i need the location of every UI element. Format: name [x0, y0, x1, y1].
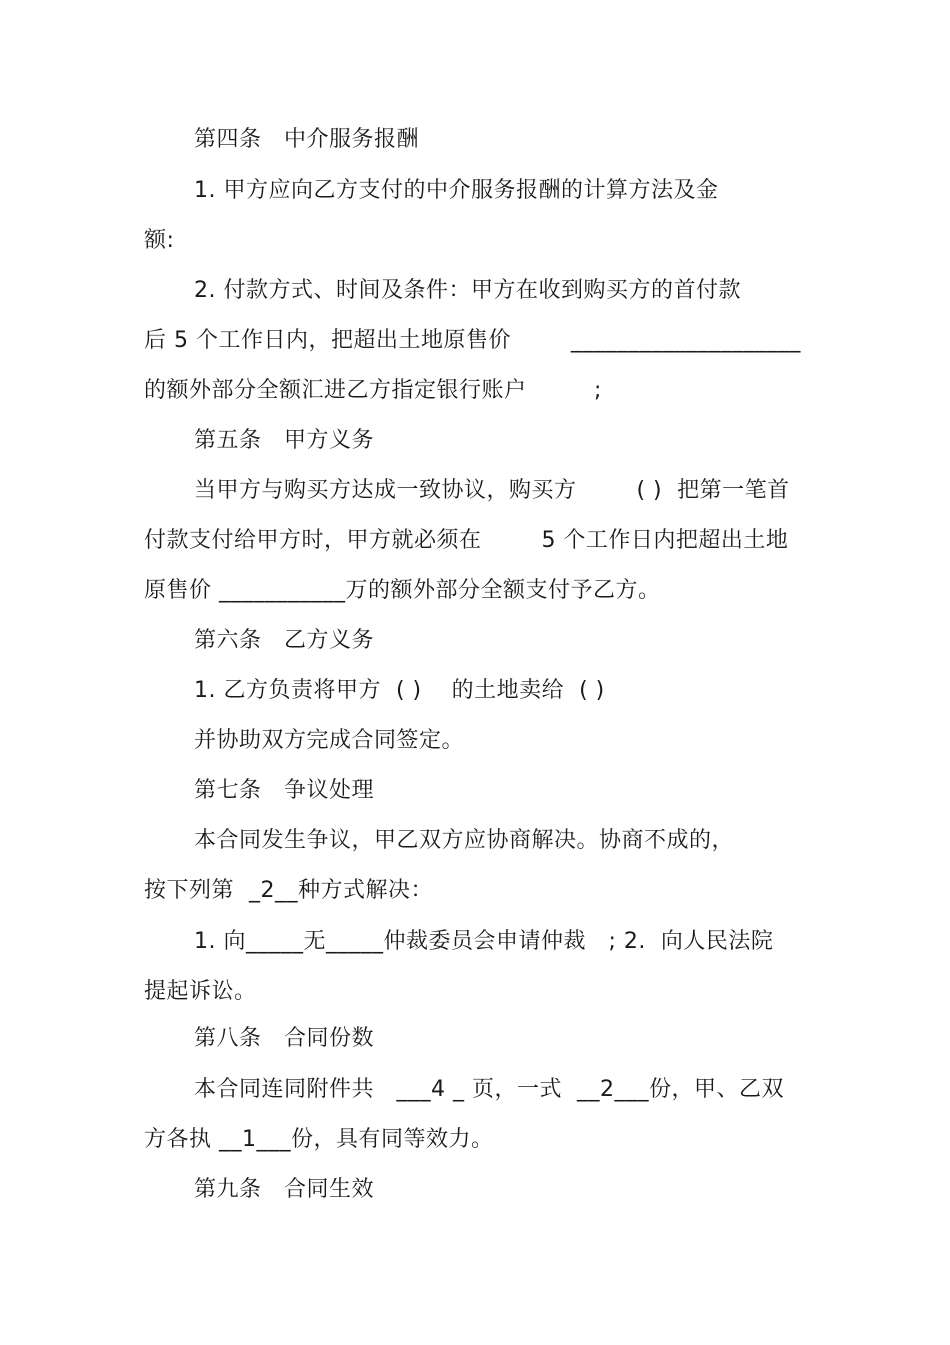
paragraph-line: 当甲方与购买方达成一致协议，购买方 ( ) 把第一笔首 [194, 478, 790, 503]
article-7-heading: 第七条 争议处理 [194, 778, 374, 803]
paragraph-line: 本合同连同附件共 ___4 _ 页，一式 __2___份，甲、乙双 [194, 1077, 784, 1102]
paragraph-line: 1. 甲方应向乙方支付的中介服务报酬的计算方法及金 [194, 178, 719, 203]
paragraph-line: 后 5 个工作日内，把超出土地原售价 ____________________ [144, 328, 801, 353]
article-8-heading: 第八条 合同份数 [194, 1026, 374, 1051]
paragraph-line: 的额外部分全额汇进乙方指定银行账户 ; [144, 378, 602, 403]
paragraph-line: 方各执 __1___份，具有同等效力。 [144, 1127, 494, 1152]
paragraph-line: 2. 付款方式、时间及条件：甲方在收到购买方的首付款 [194, 278, 741, 303]
article-4-heading: 第四条 中介服务报酬 [194, 127, 419, 152]
article-6-heading: 第六条 乙方义务 [194, 628, 374, 653]
paragraph-line: 额: [144, 228, 175, 253]
article-9-heading: 第九条 合同生效 [194, 1177, 374, 1202]
paragraph-line: 并协助双方完成合同签定。 [194, 728, 465, 753]
paragraph-line: 1. 乙方负责将甲方 ( ) 的土地卖给 ( ) [194, 678, 605, 703]
paragraph-line: 按下列第 _2__种方式解决： [144, 878, 433, 903]
paragraph-line: 提起诉讼。 [144, 979, 257, 1004]
paragraph-line: 原售价 ___________万的额外部分全额支付予乙方。 [144, 578, 661, 603]
paragraph-line: 本合同发生争议，甲乙双方应协商解决。协商不成的， [194, 828, 735, 853]
article-5-heading: 第五条 甲方义务 [194, 428, 374, 453]
paragraph-line: 1. 向_____无_____仲裁委员会申请仲裁 ; 2. 向人民法院 [194, 929, 774, 954]
paragraph-line: 付款支付给甲方时，甲方就必须在 5 个工作日内把超出土地 [144, 528, 789, 553]
